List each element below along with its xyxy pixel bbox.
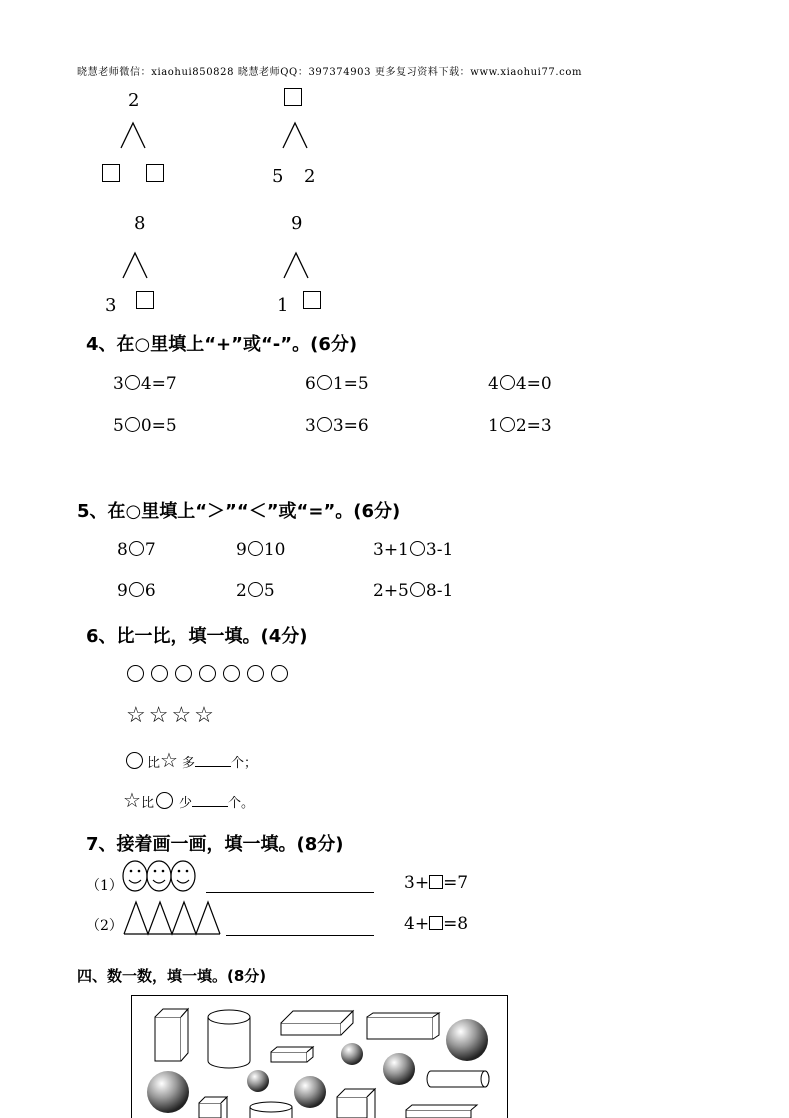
circle-icon <box>175 665 192 682</box>
q5-eq: 9 6 <box>117 581 156 601</box>
triangles <box>122 900 222 936</box>
tree1-branch <box>118 120 148 150</box>
tree2-top-box[interactable] <box>284 88 302 106</box>
q5-eq: 9 10 <box>236 540 286 560</box>
answer-circle[interactable] <box>317 417 332 432</box>
section4-title: 四、数一数，填一填。(8分) <box>77 967 267 985</box>
tree3-branch <box>120 250 150 280</box>
answer-circle[interactable] <box>317 375 332 390</box>
tree2-branch <box>280 120 310 150</box>
q4-title: 4、在○里填上“+”或“-”。(6分) <box>86 334 358 355</box>
q5-eq: 3+1 3-1 <box>373 540 454 560</box>
circle-icon <box>126 752 143 769</box>
answer-circle[interactable] <box>125 375 140 390</box>
draw-line-2[interactable] <box>226 935 374 936</box>
q4-eq: 3 4=7 <box>113 374 177 394</box>
answer-blank[interactable] <box>192 806 228 807</box>
answer-circle[interactable] <box>129 541 144 556</box>
answer-circle[interactable] <box>248 541 263 556</box>
q5-eq: 2+5 8-1 <box>373 581 454 601</box>
tree3-top: 8 <box>134 213 146 234</box>
tree4-top: 9 <box>291 213 303 234</box>
answer-circle[interactable] <box>500 375 515 390</box>
q4-eq: 6 1=5 <box>305 374 369 394</box>
q7-eq-2: 4+ =8 <box>404 914 469 934</box>
answer-circle[interactable] <box>500 417 515 432</box>
q4-eq: 3 3=6 <box>305 416 369 436</box>
answer-box[interactable] <box>429 875 443 889</box>
circle-icon <box>127 665 144 682</box>
tree2-left: 5 <box>272 166 284 187</box>
q4-eq: 1 2=3 <box>488 416 552 436</box>
star-icon: ☆ <box>160 748 178 772</box>
tree2-right: 2 <box>304 166 316 187</box>
shapes-picture <box>131 995 508 1118</box>
q5-eq: 8 7 <box>117 540 156 560</box>
q4-eq: 5 0=5 <box>113 416 177 436</box>
q4-eq: 4 4=0 <box>488 374 552 394</box>
q5-eq: 2 5 <box>236 581 275 601</box>
answer-circle[interactable] <box>125 417 140 432</box>
tree1-left-box[interactable] <box>102 164 120 182</box>
tree4-left: 1 <box>277 295 289 316</box>
tree4-right-box[interactable] <box>303 291 321 309</box>
page-header: 晓慧老师微信：xiaohui850828 晓慧老师QQ：397374903 更多复习资料下载：www.xiaohui77.com <box>77 67 583 78</box>
circle-icon <box>199 665 216 682</box>
circle-icon <box>271 665 288 682</box>
circle-icon <box>151 665 168 682</box>
q6-title: 6、比一比，填一填。(4分) <box>86 626 308 647</box>
q5-title: 5、在○里填上“＞”“＜”或“=”。(6分) <box>77 501 401 522</box>
circle-row <box>127 665 295 686</box>
tree3-right-box[interactable] <box>136 291 154 309</box>
answer-circle[interactable] <box>248 582 263 597</box>
tree1-top: 2 <box>128 90 140 111</box>
q7-item2-label: （2） <box>86 918 123 934</box>
draw-line-1[interactable] <box>206 892 374 893</box>
answer-blank[interactable] <box>195 766 231 767</box>
q6-line-2: ☆比 少 个。 <box>123 788 254 812</box>
q6-line-1: 比☆ 多 个； <box>126 748 257 772</box>
circle-icon <box>223 665 240 682</box>
tree3-left: 3 <box>105 295 117 316</box>
q7-eq-1: 3+ =7 <box>404 873 469 893</box>
answer-circle[interactable] <box>410 541 425 556</box>
answer-circle[interactable] <box>129 582 144 597</box>
tree1-right-box[interactable] <box>146 164 164 182</box>
circle-icon <box>156 792 173 809</box>
tree4-branch <box>281 250 311 280</box>
smiley-faces <box>122 860 198 892</box>
star-icon: ☆ <box>123 788 141 812</box>
q7-title: 7、接着画一画，填一填。(8分) <box>86 834 344 855</box>
star-row: ☆☆☆☆ <box>126 703 217 728</box>
circle-icon <box>247 665 264 682</box>
answer-box[interactable] <box>429 916 443 930</box>
answer-circle[interactable] <box>410 582 425 597</box>
q7-item1-label: （1） <box>86 878 123 894</box>
